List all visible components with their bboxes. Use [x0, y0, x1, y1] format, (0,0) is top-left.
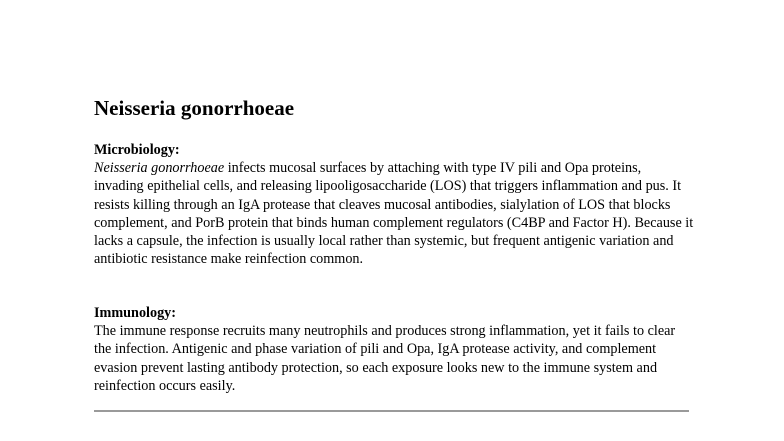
microbiology-paragraph	[94, 159, 694, 268]
immunology-heading: Immunology:	[94, 305, 176, 321]
page-title: Neisseria gonorrhoeae	[94, 96, 295, 120]
organism-name: Neisseria gonorrhoeae	[94, 160, 225, 177]
microbiology-section	[94, 141, 694, 268]
immunology-paragraph: The immune response recruits many neutrophils and produces strong inflammation, yet it fails to clear the infection. Antigenic and phase variation of pili and Opa, IgA protease activity, and complement evasion prevent lasting antibody protection, so each exposure looks new to the immune system and reinfection occurs easily.	[94, 323, 676, 394]
microbiology-heading: Microbiology:	[94, 142, 180, 158]
microbiology-text: infects mucosal surfaces by attaching with type IV pili and Opa proteins, invading epithelial cells, and releasing lipooligosaccharide (LOS) that triggers inflammation and pus. It resists killing through an IgA protease that cleaves mucosal antibodies, sialylation of LOS that blocks complement, and PorB protein that binds human complement regulators (C4BP and Factor H). Because it lacks a capsule, the infection is usually local rather than systemic, but frequent antigenic variation and antibiotic resistance make reinfection common.	[94, 160, 694, 268]
immunology-section	[94, 304, 694, 395]
horizontal-divider	[94, 410, 689, 412]
